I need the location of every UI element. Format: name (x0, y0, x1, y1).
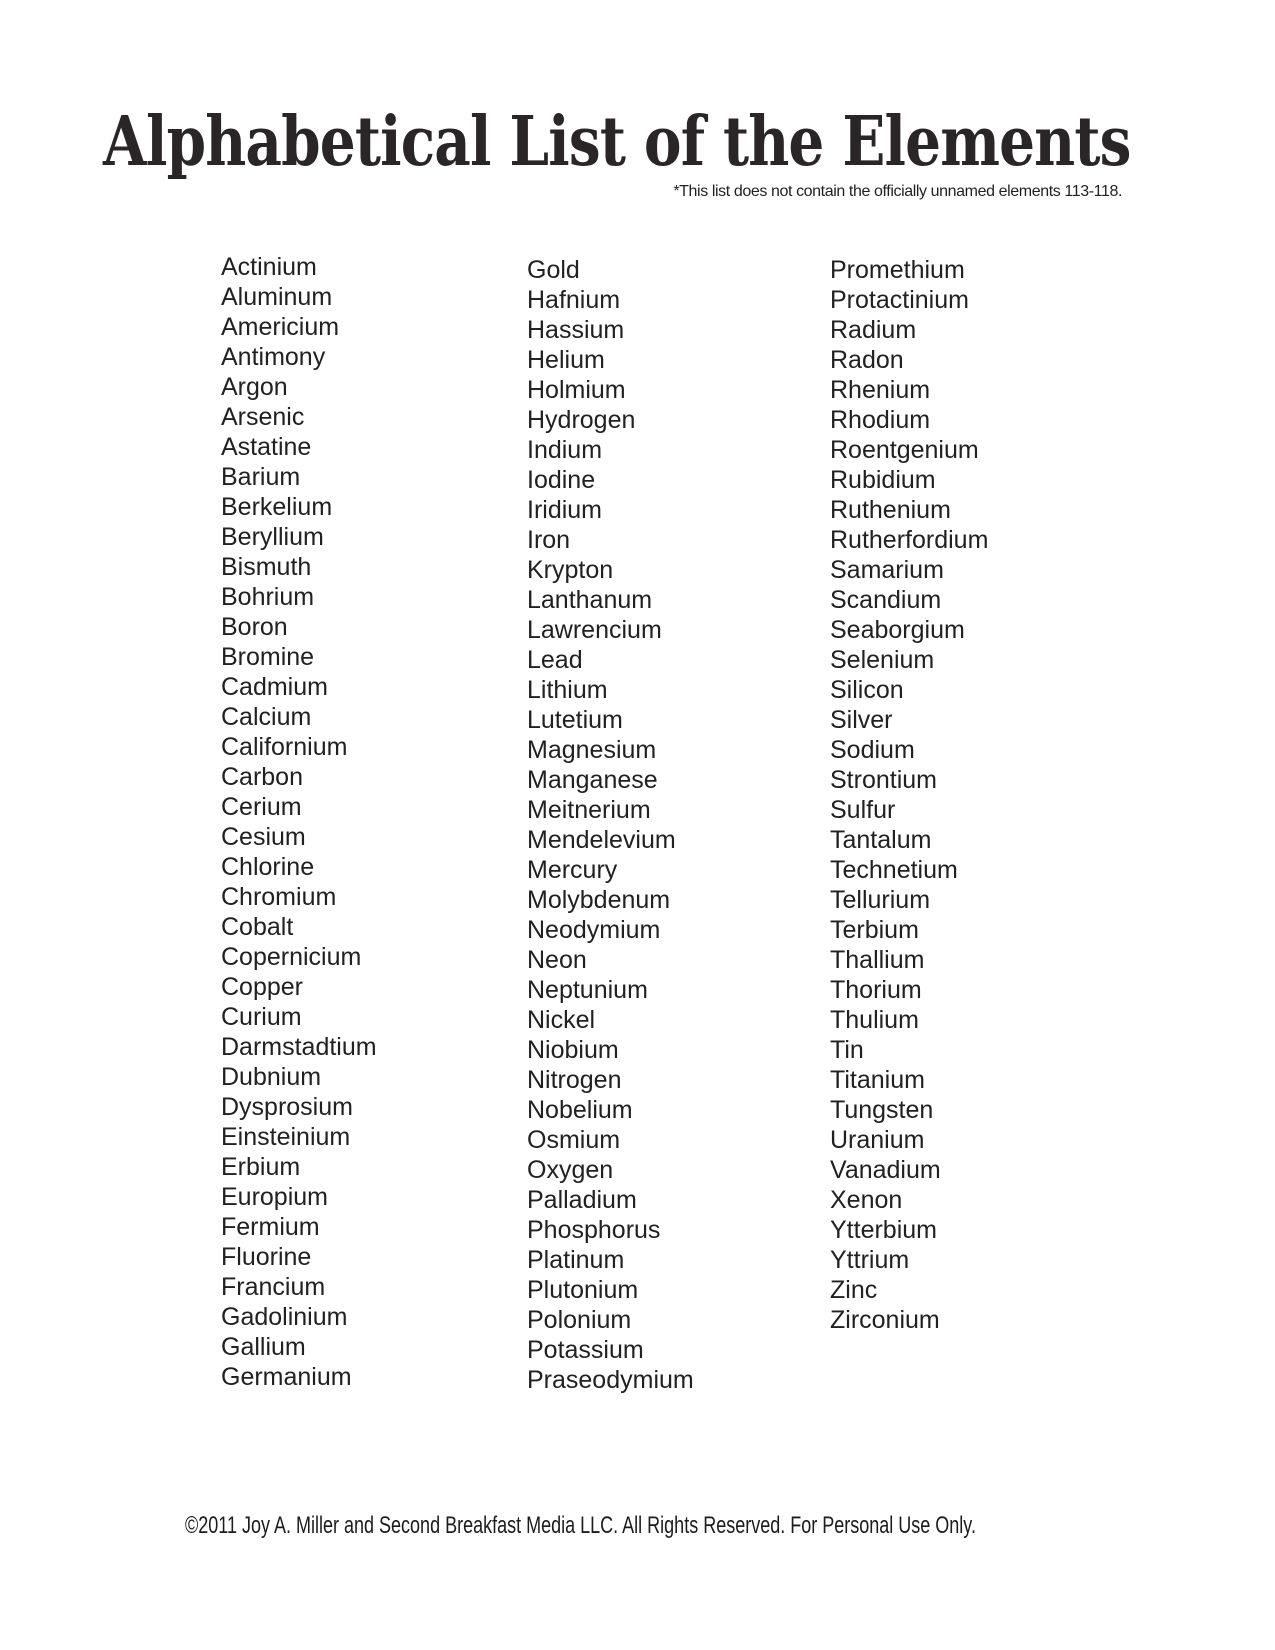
element-name: Dysprosium (221, 1093, 353, 1121)
element-name: Cobalt (221, 913, 294, 941)
element-name: Iridium (527, 496, 603, 524)
element-name: Gallium (221, 1333, 306, 1361)
element-name: Osmium (527, 1126, 621, 1154)
element-name: Selenium (830, 646, 935, 674)
element-name: Rutherfordium (830, 526, 989, 554)
element-name: Rubidium (830, 466, 936, 494)
element-name: Lead (527, 646, 583, 674)
element-name: Nickel (527, 1006, 596, 1034)
element-name: Americium (221, 313, 340, 341)
element-name: Neptunium (527, 976, 648, 1004)
element-name: Uranium (830, 1126, 925, 1154)
element-name: Chromium (221, 883, 337, 911)
element-name: Strontium (830, 766, 937, 794)
element-name: Yttrium (830, 1246, 910, 1274)
element-name: Hafnium (527, 286, 621, 314)
page-title: Alphabetical List of the Elements (103, 102, 1131, 182)
element-name: Krypton (527, 556, 614, 584)
element-name: Antimony (221, 343, 326, 371)
element-name: Nitrogen (527, 1066, 622, 1094)
element-name: Boron (221, 613, 288, 641)
element-name: Carbon (221, 763, 303, 791)
elements-column-3 (830, 255, 988, 1335)
element-name: Sulfur (830, 796, 896, 824)
element-name: Francium (221, 1273, 326, 1301)
element-name: Phosphorus (527, 1216, 661, 1244)
element-name: Magnesium (527, 736, 657, 764)
element-name: Cerium (221, 793, 302, 821)
element-name: Protactinium (830, 286, 969, 314)
element-name: Samarium (830, 556, 944, 584)
element-name: Barium (221, 463, 301, 491)
element-name: Hydrogen (527, 406, 636, 434)
element-name: Manganese (527, 766, 658, 794)
element-name: Cesium (221, 823, 306, 851)
element-name: Copernicium (221, 943, 362, 971)
element-name: Dubnium (221, 1063, 322, 1091)
element-name: Nobelium (527, 1096, 633, 1124)
element-name: Beryllium (221, 523, 324, 551)
element-name: Terbium (830, 916, 919, 944)
elements-column-2 (527, 255, 694, 1395)
element-name: Lanthanum (527, 586, 653, 614)
element-name: Ruthenium (830, 496, 951, 524)
element-name: Mendelevium (527, 826, 676, 854)
element-name: Tin (830, 1036, 864, 1064)
element-name: Fermium (221, 1213, 320, 1241)
element-name: Plutonium (527, 1276, 639, 1304)
element-name: Astatine (221, 433, 312, 461)
element-name: Lawrencium (527, 616, 662, 644)
element-name: Neon (527, 946, 587, 974)
element-name: Praseodymium (527, 1366, 694, 1394)
subtitle-note: *This list does not contain the officially unnamed elements 113-118. (673, 183, 1122, 200)
element-name: Mercury (527, 856, 618, 884)
element-name: Gadolinium (221, 1303, 348, 1331)
element-name: Bohrium (221, 583, 315, 611)
element-name: Berkelium (221, 493, 333, 521)
element-name: Platinum (527, 1246, 625, 1274)
element-name: Thallium (830, 946, 925, 974)
element-name: Hassium (527, 316, 625, 344)
element-name: Indium (527, 436, 603, 464)
element-name: Erbium (221, 1153, 301, 1181)
element-name: Polonium (527, 1306, 632, 1334)
element-name: Holmium (527, 376, 626, 404)
element-name: Thulium (830, 1006, 919, 1034)
element-name: Thorium (830, 976, 922, 1004)
element-name: Zinc (830, 1276, 878, 1304)
element-name: Titanium (830, 1066, 925, 1094)
element-name: Lithium (527, 676, 608, 704)
element-name: Roentgenium (830, 436, 979, 464)
element-name: Helium (527, 346, 605, 374)
element-name: Arsenic (221, 403, 305, 431)
element-name: Europium (221, 1183, 328, 1211)
element-name: Sodium (830, 736, 915, 764)
element-name: Tellurium (830, 886, 931, 914)
element-name: Zirconium (830, 1306, 940, 1334)
element-name: Silicon (830, 676, 904, 704)
element-name: Calcium (221, 703, 312, 731)
element-name: Radon (830, 346, 904, 374)
element-name: Scandium (830, 586, 942, 614)
element-name: Neodymium (527, 916, 661, 944)
element-name: Palladium (527, 1186, 637, 1214)
element-name: Copper (221, 973, 303, 1001)
element-name: Bismuth (221, 553, 312, 581)
element-name: Seaborgium (830, 616, 965, 644)
element-name: Aluminum (221, 283, 333, 311)
element-name: Ytterbium (830, 1216, 937, 1244)
element-name: Potassium (527, 1336, 644, 1364)
element-name: Rhenium (830, 376, 931, 404)
element-name: Tantalum (830, 826, 932, 854)
element-name: Vanadium (830, 1156, 941, 1184)
element-name: Iodine (527, 466, 596, 494)
element-name: Molybdenum (527, 886, 671, 914)
element-name: Technetium (830, 856, 958, 884)
element-name: Meitnerium (527, 796, 651, 824)
element-name: Tungsten (830, 1096, 934, 1124)
element-name: Curium (221, 1003, 302, 1031)
element-name: Einsteinium (221, 1123, 351, 1151)
footer-copyright: ©2011 Joy A. Miller and Second Breakfast Media LLC. All Rights Reserved. For Personal Use Only. (185, 1512, 976, 1539)
element-name: Niobium (527, 1036, 619, 1064)
element-name: Cadmium (221, 673, 328, 701)
element-name: Rhodium (830, 406, 931, 434)
element-name: Fluorine (221, 1243, 312, 1271)
element-name: Promethium (830, 256, 965, 284)
element-name: Germanium (221, 1363, 352, 1391)
element-name: Iron (527, 526, 571, 554)
element-name: Oxygen (527, 1156, 614, 1184)
element-name: Lutetium (527, 706, 623, 734)
element-name: Bromine (221, 643, 315, 671)
element-name: Xenon (830, 1186, 903, 1214)
element-name: Silver (830, 706, 893, 734)
element-name: Radium (830, 316, 917, 344)
elements-column-1 (221, 252, 377, 1392)
element-name: Californium (221, 733, 348, 761)
element-name: Gold (527, 256, 580, 284)
element-name: Darmstadtium (221, 1033, 377, 1061)
element-name: Actinium (221, 253, 317, 281)
element-name: Argon (221, 373, 288, 401)
element-name: Chlorine (221, 853, 315, 881)
